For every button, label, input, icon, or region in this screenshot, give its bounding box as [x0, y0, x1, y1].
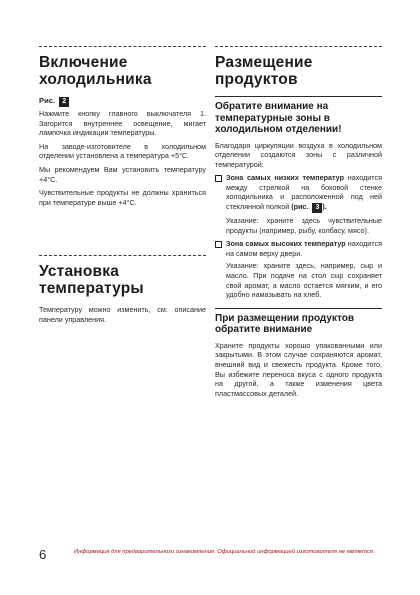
paragraph: Температуру можно изменить, см. описание панели управления. [39, 305, 206, 324]
section-divider [39, 255, 206, 256]
paragraph: Благодаря циркуляции воздуха в холодильном отделении создаются зоны с различной температурой: [215, 140, 382, 169]
paragraph: Чувствительные продукты не должны храниться при температуре выше +4°C. [39, 188, 206, 207]
subsection-title-placement-tips: При размещении продуктов обратите внимание [215, 312, 354, 336]
left-column [39, 46, 206, 329]
section-divider [215, 46, 382, 47]
checkbox-square-icon [215, 241, 222, 248]
section-title-temperature: Установка температуры [39, 263, 144, 298]
subsection-divider [215, 96, 382, 97]
list-item [215, 239, 382, 258]
figure-number-badge: 2 [59, 97, 69, 107]
checkbox-square-icon [215, 175, 222, 182]
page-number: 6 [39, 547, 47, 562]
bullet-title: Зона самых высоких температур [226, 239, 346, 249]
paragraph: Нажмите кнопку главного выключателя 1. Загорится внутреннее освещение, мигает лампочка индикации температуры. [39, 109, 206, 138]
bullet-text: находится на самом верху двери. [226, 239, 382, 258]
footer-disclaimer: Информация для предварительного ознакомления. Официальной информацией изготовителя не является. [74, 549, 375, 555]
section-title-placement: Размещение продуктов [215, 54, 313, 88]
right-column [215, 46, 382, 402]
bullet-text: находится между стрелкой на боковой стенке холодильника и расположенной под ней стеклянной полкой [226, 173, 383, 212]
note-paragraph: Указание: храните здесь, например, сыр и масло. При подаче на стол сыр сохраняет свой аромат, а масло остается мягким, и его удобно намазывать на хлеб. [226, 261, 382, 300]
figure-ref-label: (рис. [291, 202, 309, 212]
figure-reference [39, 96, 206, 107]
subsection-title-zones: Обратите внимание на температурные зоны в холодильном отделении! [215, 101, 342, 135]
note-paragraph: Указание: храните здесь чувствительные продукты (например, рыбу, колбасу, мясо). [226, 216, 382, 235]
paragraph: На заводе-изготовителе в холодильном отделении установлена a температура +5°C. [39, 141, 206, 161]
paragraph: Мы рекомендуем Вам установить температуру +4°C. [39, 164, 206, 184]
bullet-title: Зона самых низких температур [226, 173, 344, 183]
section-divider [39, 46, 206, 47]
subsection-divider [215, 308, 382, 309]
figure-ref-end: ). [322, 202, 327, 212]
section-title-switch-on: Включение холодильника [39, 54, 152, 88]
figure-number-badge: 3 [312, 203, 322, 213]
figure-label: Рис. [39, 96, 56, 105]
paragraph: Храните продукты хорошо упакованными или закрытыми. В этом случае сохраняются аромат, внешний вид и свежесть продукта. Кроме того, Вы избежите переноса вкуса с одного продукта на другой, а также изменения цвета пластмассовых деталей. [215, 340, 382, 398]
list-item [215, 173, 382, 213]
